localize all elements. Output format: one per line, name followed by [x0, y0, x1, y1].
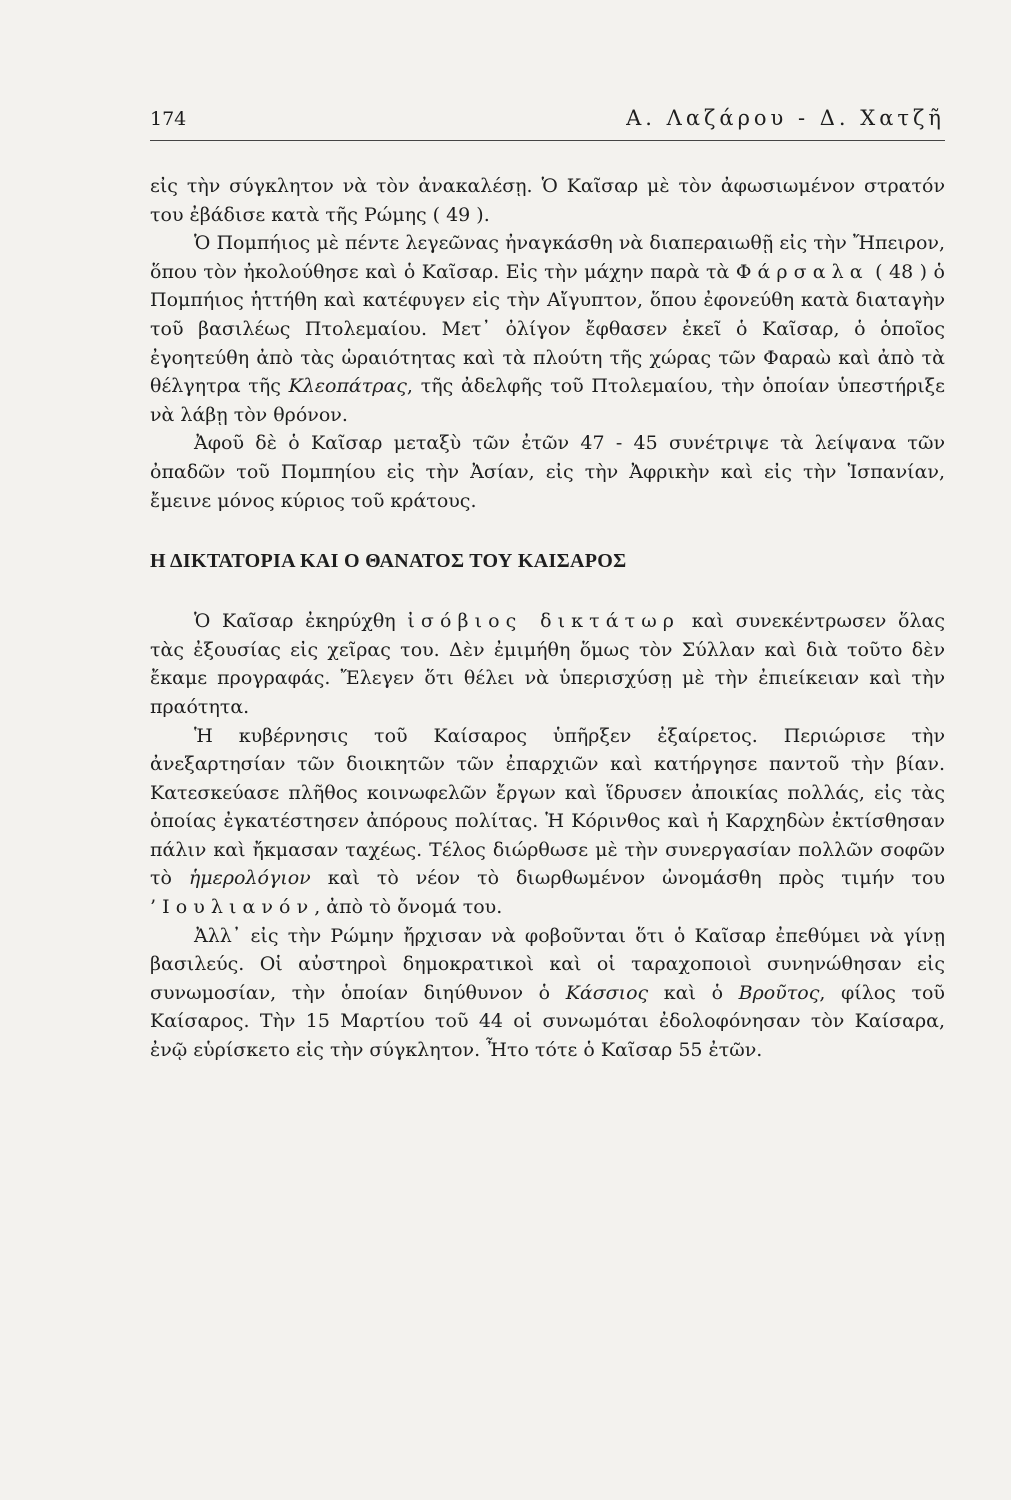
text-run: , ἀπὸ τὸ ὄνομά του. — [314, 896, 503, 919]
running-head: Α. Λαζάρου - Δ. Χατζῆ — [626, 106, 945, 130]
paragraph-conspiracy — [150, 922, 945, 1065]
text-run: Ἡ κυβέρνησις τοῦ Καίσαρος ὑπῆρξεν ἐξαίρετος. Περιώρισε τὴν ἀνεξαρτησίαν τῶν διοικητῶν τῶν ἐπαρχιῶν καὶ κατήργησε παντοῦ τὴν βίαν. Κατεσκεύασε πλῆθος κοινωφελῶν ἔργων καὶ ἵδρυσεν ἀποικίας πολλάς, εἰς τὰς ὁποίας ἐγκατέστησεν ἀπόρους πολίτας. Ἡ Κόρινθος καὶ ἡ Καρχηδὼν ἐκτίσθησαν πάλιν καὶ ἤκμασαν ταχέως. Τέλος διώρθωσε μὲ τὴν συνεργασίαν πολλῶν σοφῶν τὸ — [150, 724, 945, 890]
name-brutus: Βροῦτος — [738, 981, 820, 1004]
term-julian: ’Ιουλιανόν — [150, 896, 315, 919]
paragraph-caesar-march-on-rome: εἰς τὴν σύγκλητον νὰ τὸν ἀνακαλέσῃ. Ὁ Καῖσαρ μὲ τὸν ἀφωσιωμένον στρατόν του ἐβάδισε κατὰ τῆς Ρώμης ( 49 ). — [150, 175, 945, 226]
text-run: καὶ τὸ νέον τὸ διωρθωμένον ὠνομάσθη πρὸς τιμήν του — [310, 867, 945, 890]
text-run: , φίλος τοῦ Καίσαρος. Τὴν 15 Μαρτίου τοῦ 44 οἱ συνωμόται ἐδολοφόνησαν τὸν Καίσαρα, ἐνῷ εὑρίσκετο εἰς τὴν σύγκλητον. Ἦτο τότε ὁ Καῖσαρ 55 ἐτῶν. — [150, 981, 945, 1062]
paragraph-caesar-sole-ruler: Ἀφοῦ δὲ ὁ Καῖσαρ μεταξὺ τῶν ἐτῶν 47 - 45 συνέτριψε τὰ λείψανα τῶν ὀπαδῶν τοῦ Πομπηίου εἰς τὴν Ἀσίαν, εἰς τὴν Ἀφρικὴν καὶ εἰς τὴν Ἱσπανίαν, ἔμεινε μόνος κύριος τοῦ κράτους. — [150, 432, 945, 512]
page-body — [150, 172, 945, 1065]
paragraph-pompey-pharsalus — [150, 229, 945, 429]
text-run: , τῆς ἀδελφῆς τοῦ Πτολεμαίου, τὴν ὁποίαν ὑπεστήριξε νὰ λάβῃ τὸν θρόνον. — [150, 375, 945, 426]
text-run: Ὁ Πομπήιος μὲ πέντε λεγεῶνας ἠναγκάσθη νὰ διαπεραιωθῇ εἰς τὴν Ἤπειρον, ὅπου τὸν ἠκολούθησε καὶ ὁ Καῖσαρ. Εἰς τὴν μάχην παρὰ τὰ — [150, 232, 945, 283]
text-run: Ἀλλ᾽ εἰς τὴν Ρώμην ἤρχισαν νὰ φοβοῦνται ὅτι ὁ Καῖσαρ ἐπεθύμει νὰ γίνῃ βασιλεύς. Οἱ αὐστηροὶ δημοκρατικοὶ καὶ οἱ ταραχοποιοὶ συνηνώθησαν εἰς συνωμοσίαν, τὴν ὁποίαν διηύθυνον ὁ — [150, 924, 945, 1004]
term-calendar: ἡμερολόγιον — [188, 867, 311, 890]
text-run: ( 48 ) ὁ Πομπήιος ἡττήθη καὶ κατέφυγεν εἰς τὴν Αἴγυπτον, ὅπου ἐφονεύθη κατὰ διαταγὴν τοῦ βασιλέως Πτολεμαίου. Μετ᾽ ὀλίγον ἔφθασεν ἐκεῖ ὁ Καῖσαρ, ὁ ὁποῖος ἐγοητεύθη ἀπὸ τὰς ὡραιότητας καὶ τὰ πλούτη τῆς χώρας τῶν Φαραὼ καὶ ἀπὸ τὰ θέλγητρα τῆς — [150, 260, 945, 398]
place-name-pharsalus: Φάρσαλα — [735, 260, 869, 283]
section-heading: Η ΔΙΚΤΑΤΟΡΙΑ ΚΑΙ Ο ΘΑΝΑΤΟΣ ΤΟΥ ΚΑΙΣΑΡΟΣ — [150, 550, 627, 573]
text-run: καὶ ὁ — [648, 981, 739, 1004]
text-run: Ὁ Καῖσαρ ἐκηρύχθη — [194, 610, 408, 633]
paragraph-caesar-government — [150, 722, 945, 922]
name-cassius: Κάσσιος — [565, 981, 649, 1004]
text-run: καὶ συνεκέντρωσεν ὅλας τὰς ἐξουσίας εἰς χεῖρας του. Δὲν ἐμιμήθη ὅμως τὸν Σύλλαν καὶ διὰ τοῦτο δὲν ἔκαμε προγραφάς. Ἔλεγεν ὅτι θέλει νὰ ὑπερισχύσῃ μὲ τὴν ἐπιείκειαν καὶ τὴν πραότητα. — [150, 610, 945, 718]
term-dictator-for-life: ἰσόβιος δικτάτωρ — [407, 610, 681, 633]
page-header — [150, 104, 945, 141]
name-cleopatra: Κλεοπάτρας — [288, 375, 407, 398]
page-number: 174 — [150, 108, 187, 130]
paragraph-dictator-for-life — [150, 607, 945, 721]
